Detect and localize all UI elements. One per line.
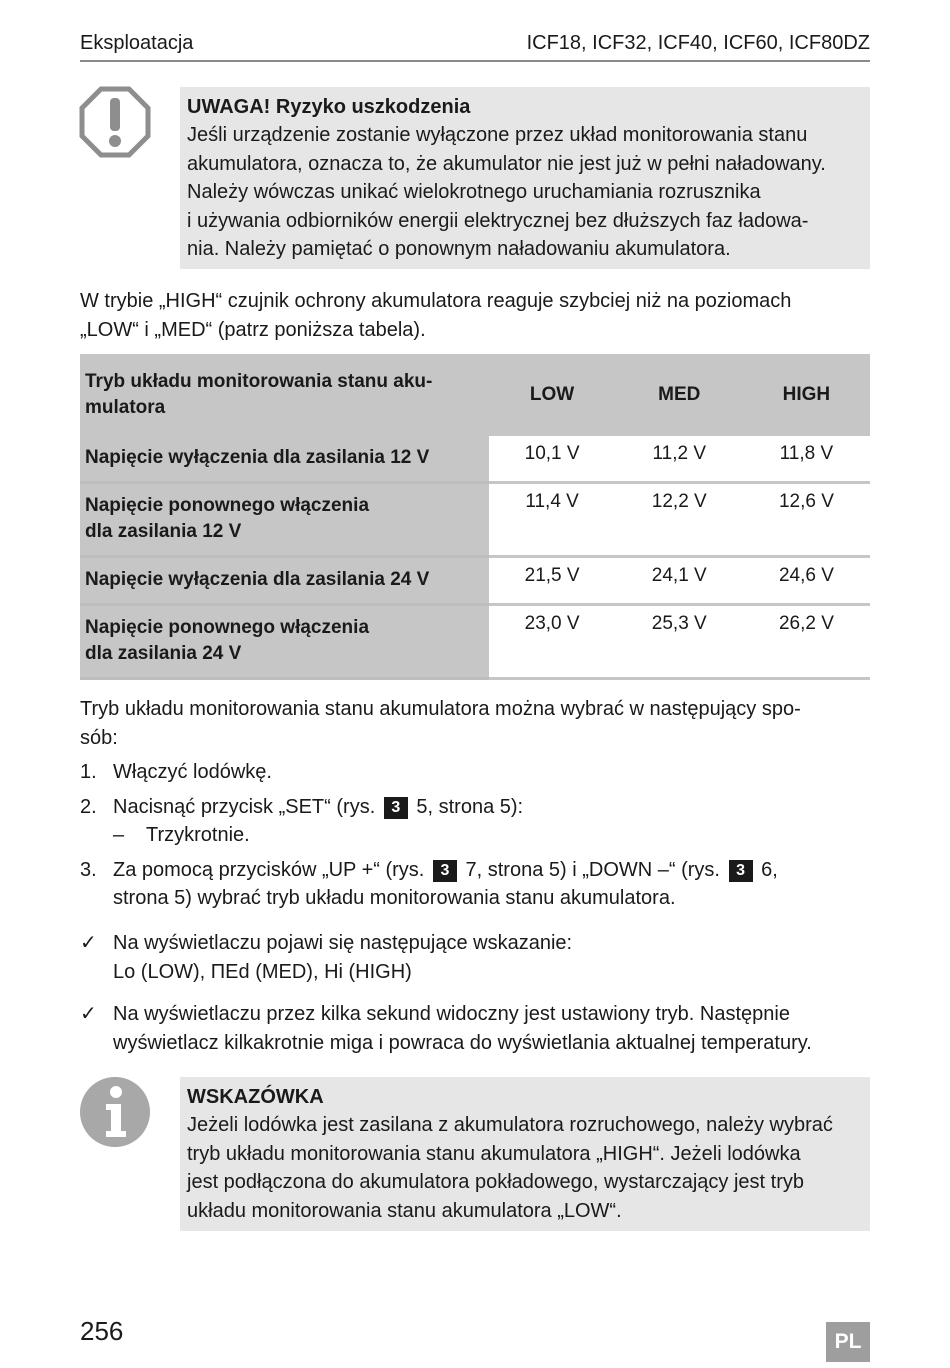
step-text: Nacisnąć przycisk „SET“ (rys. — [113, 795, 376, 818]
figure-ref-badge: 3 — [384, 797, 408, 819]
table-header-row — [80, 354, 870, 436]
row-label-line: dla zasilania 12 V — [85, 521, 242, 542]
row-label — [80, 483, 489, 557]
hint-line: Jeżeli lodówka jest zasilana z akumulatora rozruchowego, należy wybrać — [187, 1114, 833, 1136]
value-cell: 24,1 V — [616, 557, 743, 605]
hint-title: WSKAZÓWKA — [187, 1086, 324, 1108]
page-header — [80, 30, 870, 62]
warning-line: Należy wówczas unikać wielokrotnego uruchamiania rozrusznika — [187, 181, 761, 203]
step-item — [80, 856, 870, 913]
value-cell: 23,0 V — [489, 605, 616, 679]
substep-text: Trzykrotnie. — [146, 824, 250, 846]
value-cell: 11,4 V — [489, 483, 616, 557]
hint-line: jest podłączona do akumulatora pokładowego, wystarczający jest tryb — [187, 1171, 804, 1193]
selection-line: Tryb układu monitorowania stanu akumulatora można wybrać w następujący spo- — [80, 698, 801, 720]
row-label — [80, 436, 489, 483]
checkmark-icon: ✓ — [80, 932, 97, 954]
table-header-label — [80, 354, 489, 436]
exclamation-octagon-icon — [79, 86, 151, 158]
column-med: MED — [616, 354, 743, 436]
substep-dash: – — [113, 824, 125, 846]
step-number: 1. — [80, 761, 97, 783]
warning-line: nia. Należy pamiętać o ponownym naładowaniu akumulatora. — [187, 238, 731, 260]
language-badge: PL — [826, 1322, 870, 1362]
header-label-line: mulatora — [85, 397, 166, 418]
intro-line: „LOW“ i „MED“ (patrz poniższa tabela). — [80, 318, 426, 341]
step-number: 2. — [80, 795, 97, 818]
value-cell: 11,2 V — [616, 436, 743, 483]
warning-line: akumulatora, oznacza to, że akumulator nie jest już w pełni naładowany. — [187, 152, 826, 175]
monitoring-table — [80, 354, 870, 680]
step-text: 5, strona 5): — [416, 795, 524, 818]
intro-paragraph — [80, 287, 870, 344]
table-row — [80, 436, 870, 483]
result-item — [80, 929, 870, 986]
value-cell: 26,2 V — [743, 605, 870, 679]
warning-line: Jeśli urządzenie zostanie wyłączone przez układ monitorowania stanu — [187, 124, 808, 146]
result-line: Na wyświetlaczu pojawi się następujące wskazanie: — [113, 932, 573, 954]
value-cell: 21,5 V — [489, 557, 616, 605]
step-item — [80, 758, 870, 787]
table-row — [80, 557, 870, 605]
value-cell: 24,6 V — [743, 557, 870, 605]
warning-callout — [180, 87, 870, 269]
step-text-line2: strona 5) wybrać tryb układu monitorowania stanu akumulatora. — [113, 887, 676, 909]
value-cell: 25,3 V — [616, 605, 743, 679]
row-label — [80, 557, 489, 605]
model-list: ICF18, ICF32, ICF40, ICF60, ICF80DZ — [526, 32, 870, 54]
row-label-line: Napięcie ponownego włączenia — [85, 617, 370, 638]
step-text: Włączyć lodówkę. — [113, 761, 272, 783]
result-line: wyświetlacz kilkakrotnie miga i powraca do wyświetlania aktualnej temperatury. — [113, 1031, 812, 1054]
hint-line: tryb układu monitorowania stanu akumulatora „HIGH“. Jeżeli lodówka — [187, 1142, 801, 1165]
column-high: HIGH — [743, 354, 870, 436]
warning-title: UWAGA! Ryzyko uszkodzenia — [187, 96, 471, 118]
figure-ref-badge: 3 — [729, 860, 753, 882]
step-text: Za pomocą przycisków „UP +“ (rys. — [113, 858, 425, 881]
intro-line: W trybie „HIGH“ czujnik ochrony akumulatora reaguje szybciej niż na poziomach — [80, 290, 792, 312]
step-number: 3. — [80, 858, 97, 881]
info-icon — [79, 1076, 151, 1148]
step-text: 6, — [761, 858, 778, 881]
hint-text — [187, 1111, 860, 1225]
selection-line: sób: — [80, 726, 118, 749]
page-number: 256 — [80, 1316, 124, 1346]
value-cell: 11,8 V — [743, 436, 870, 483]
steps-list — [80, 758, 870, 919]
row-label-line: Napięcie wyłączenia dla zasilania 24 V — [85, 569, 430, 590]
checkmark-icon: ✓ — [80, 1003, 97, 1025]
hint-callout — [180, 1077, 870, 1231]
substep — [113, 821, 870, 850]
header-label-line: Tryb układu monitorowania stanu aku- — [85, 371, 433, 392]
column-low: LOW — [489, 354, 616, 436]
section-title: Eksploatacja — [80, 32, 194, 54]
figure-ref-badge: 3 — [433, 860, 457, 882]
result-item — [80, 1000, 870, 1057]
warning-line: i używania odbiorników energii elektrycznej bez dłuższych faz ładowa- — [187, 209, 809, 232]
row-label-line: dla zasilania 24 V — [85, 643, 242, 664]
value-cell: 12,6 V — [743, 483, 870, 557]
selection-paragraph — [80, 695, 870, 752]
value-cell: 12,2 V — [616, 483, 743, 557]
hint-line: układu monitorowania stanu akumulatora „LOW“. — [187, 1199, 622, 1222]
warning-text — [187, 121, 860, 264]
value-cell: 10,1 V — [489, 436, 616, 483]
row-label-line: Napięcie wyłączenia dla zasilania 12 V — [85, 447, 430, 468]
table-row — [80, 605, 870, 679]
table-row — [80, 483, 870, 557]
row-label-line: Napięcie ponownego włączenia — [85, 495, 370, 516]
step-item — [80, 793, 870, 850]
row-label — [80, 605, 489, 679]
step-text: 7, strona 5) i „DOWN –“ (rys. — [465, 858, 720, 881]
result-line: Na wyświetlaczu przez kilka sekund widoczny jest ustawiony tryb. Następnie — [113, 1003, 790, 1025]
result-line: Lo (LOW), ПEd (MED), Hi (HIGH) — [113, 960, 412, 983]
